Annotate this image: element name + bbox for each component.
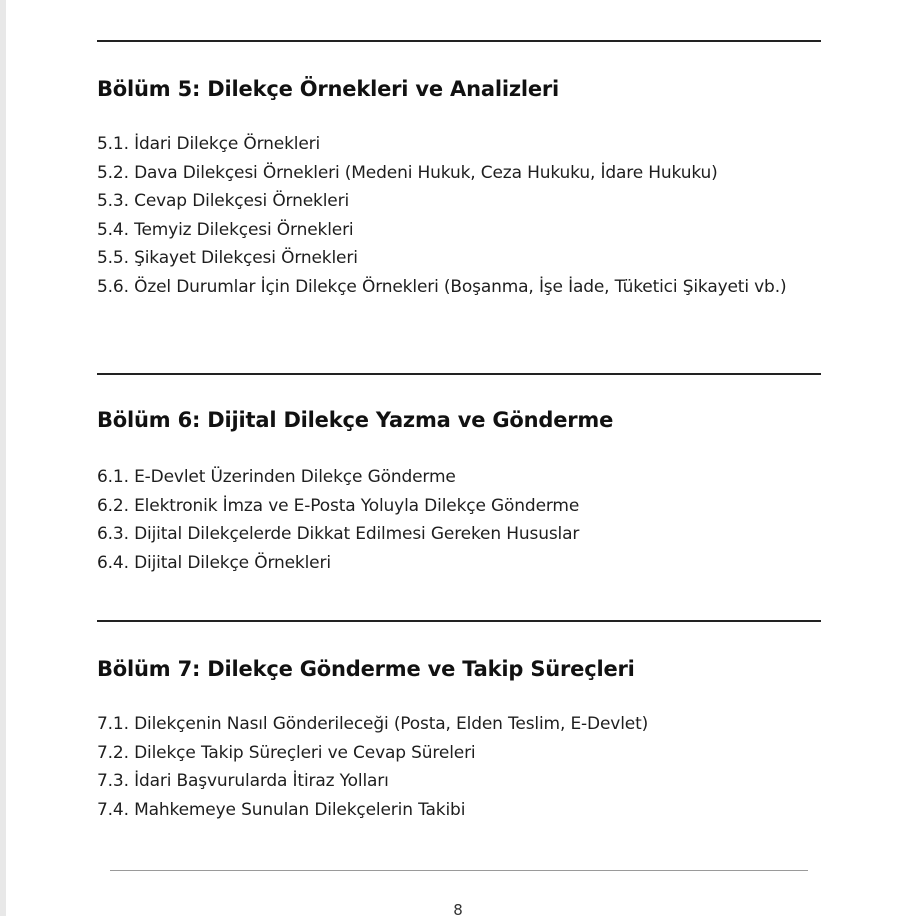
section-divider: [97, 620, 821, 622]
list-item: 5.3. Cevap Dilekçesi Örnekleri: [97, 191, 350, 211]
page-number: 8: [453, 901, 463, 919]
list-item: 5.1. İdari Dilekçe Örnekleri: [97, 134, 321, 154]
section-7: [97, 656, 821, 824]
list-item: 7.4. Mahkemeye Sunulan Dilekçelerin Takibi: [97, 799, 466, 820]
section-item-list: [97, 710, 821, 824]
section-item-list: [97, 130, 821, 301]
list-item: 6.4. Dijital Dilekçe Örnekleri: [97, 552, 331, 573]
section-heading: Bölüm 6: Dijital Dilekçe Yazma ve Gönderme: [97, 408, 614, 432]
list-item: 6.1. E-Devlet Üzerinden Dilekçe Gönderme: [97, 467, 456, 487]
section-item-list: [97, 463, 821, 577]
footer-divider: [110, 870, 808, 871]
list-item: 5.2. Dava Dilekçesi Örnekleri (Medeni Hukuk, Ceza Hukuku, İdare Hukuku): [97, 162, 718, 183]
list-item: 7.1. Dilekçenin Nasıl Gönderileceği (Posta, Elden Teslim, E-Devlet): [97, 714, 649, 734]
section-heading: Bölüm 7: Dilekçe Gönderme ve Takip Süreçleri: [97, 657, 635, 681]
list-item: 6.2. Elektronik İmza ve E-Posta Yoluyla Dilekçe Gönderme: [97, 495, 580, 516]
section-heading: Bölüm 5: Dilekçe Örnekleri ve Analizleri: [97, 77, 560, 101]
section-6: [97, 407, 821, 577]
list-item: 5.6. Özel Durumlar İçin Dilekçe Örnekleri (Boşanma, İşe İade, Tüketici Şikayeti vb.): [97, 276, 787, 297]
list-item: 6.3. Dijital Dilekçelerde Dikkat Edilmesi Gereken Hususlar: [97, 524, 580, 544]
page-edge: [0, 0, 6, 916]
list-item: 7.3. İdari Başvurularda İtiraz Yolları: [97, 771, 389, 791]
section-divider: [97, 373, 821, 375]
list-item: 5.4. Temyiz Dilekçesi Örnekleri: [97, 219, 354, 240]
section-divider: [97, 40, 821, 42]
list-item: 7.2. Dilekçe Takip Süreçleri ve Cevap Süreleri: [97, 742, 476, 763]
list-item: 5.5. Şikayet Dilekçesi Örnekleri: [97, 248, 358, 268]
section-5: [97, 76, 821, 301]
